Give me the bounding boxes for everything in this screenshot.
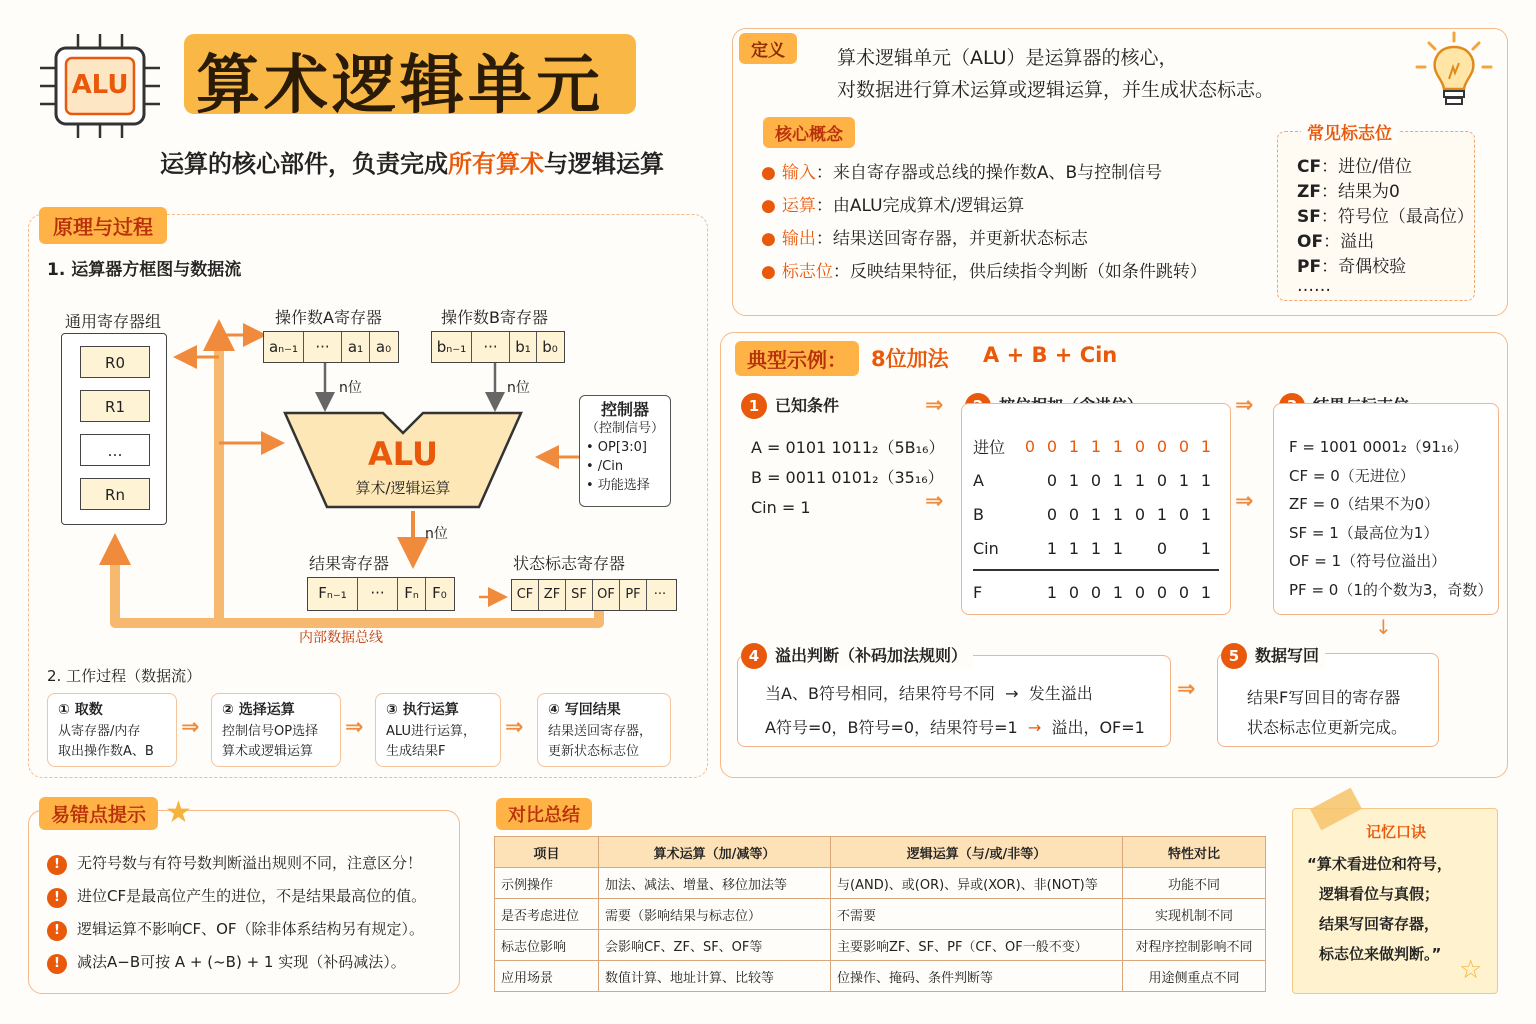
example-tag: 典型示例： xyxy=(735,341,859,376)
result-sf: SF = 1（最高位为1） xyxy=(1289,523,1439,542)
table-row: 是否考虑进位 需要（影响结果与标志位） 不需要 实现机制不同 xyxy=(495,899,1266,930)
opb-cell: ··· xyxy=(472,332,510,362)
step-arrow: ⇒ xyxy=(505,715,524,740)
subtitle-pre: 运算的核心部件，负责完成 xyxy=(160,150,448,178)
down-arrow: ↓ xyxy=(1375,615,1392,639)
result-register xyxy=(307,577,455,611)
operand-b-label: 操作数B寄存器 xyxy=(441,308,548,327)
star-icon: ☆ xyxy=(1459,955,1483,985)
result-f: F = 1001 0001₂（91₁₆） xyxy=(1289,438,1468,456)
chip-label: ALU xyxy=(71,70,129,100)
register-rn: Rn xyxy=(80,478,150,510)
writeback-line-2: 状态标志位更新完成。 xyxy=(1247,718,1408,737)
operand-b-width: n位 xyxy=(507,380,530,396)
workflow-step-1: ① 取数 从寄存器/内存 取出操作数A、B xyxy=(47,693,177,767)
opa-cell: ··· xyxy=(304,332,342,362)
principle-panel xyxy=(28,214,708,778)
star-icon: ★ xyxy=(165,795,192,830)
principle-tag: 原理与过程 xyxy=(39,207,167,244)
opa-cell: aₙ₋₁ xyxy=(264,332,304,362)
core-concept-list xyxy=(761,157,1207,289)
step-arrow: ⇒ xyxy=(345,715,364,740)
compare-header-row: 项目 算术运算（加/减等） 逻辑运算（与/或/非等） 特性对比 xyxy=(495,837,1266,868)
diagram-heading: 1. 运算器方框图与数据流 xyxy=(47,260,242,280)
register-file xyxy=(61,333,167,525)
a-row: A 0 1 0 1 1 0 1 1 xyxy=(973,470,1212,490)
bitwise-add-table xyxy=(973,429,1219,609)
table-row: 示例操作 加法、减法、增量、移位加法等 与(AND)、或(OR)、异或(XOR)、非(NOT)等 功能不同 xyxy=(495,868,1266,899)
example-title-2: A + B + Cin xyxy=(983,343,1118,367)
result-of: OF = 1（符号位溢出） xyxy=(1289,552,1447,570)
flag-cell: SF xyxy=(566,580,593,610)
operand-a-label: 操作数A寄存器 xyxy=(275,308,382,327)
register-file-label: 通用寄存器组 xyxy=(65,312,162,331)
page-title: 算术逻辑单元 xyxy=(196,49,604,123)
sum-divider xyxy=(973,569,1219,571)
operand-a-register xyxy=(263,331,399,363)
table-row: 应用场景 数值计算、地址计算、比较等 位操作、掩码、条件判断等 用途侧重点不同 xyxy=(495,961,1266,992)
result-register-label: 结果寄存器 xyxy=(309,554,390,573)
opa-cell: a₀ xyxy=(375,338,392,356)
definition-line-2: 对数据进行算术运算或逻辑运算，并生成状态标志。 xyxy=(837,79,1275,101)
lightbulb-icon xyxy=(1409,31,1499,115)
controller-item: • /Cin xyxy=(586,459,624,474)
flag-cell: ··· xyxy=(653,587,667,602)
warning-icon: ! xyxy=(47,855,67,875)
result-flags xyxy=(1289,433,1492,604)
warning-icon: ! xyxy=(47,954,67,974)
result-zf: ZF = 0（结果不为0） xyxy=(1289,495,1440,513)
alu-subtitle: 算术/逻辑运算 xyxy=(355,479,451,497)
flag-register xyxy=(511,579,677,611)
pitfalls-panel xyxy=(28,795,460,994)
table-row: 标志位影响 会影响CF、ZF、SF、OF等 主要影响ZF、SF、PF（CF、OF一般不变） 对程序控制影响不同 xyxy=(495,930,1266,961)
given-cin: Cin = 1 xyxy=(751,498,811,517)
warning-icon: ! xyxy=(47,888,67,908)
definition-tag: 定义 xyxy=(739,33,797,64)
flag-cell: PF xyxy=(620,580,647,610)
pitfall-item: ! 进位CF是最高位产生的进位，不是结果最高位的值。 xyxy=(47,880,426,913)
core-item-flag: ● 标志位：反映结果特征，供后续指令判断（如条件跳转） xyxy=(761,262,1207,282)
operand-b-register xyxy=(431,331,565,363)
flag-pf: PF：奇偶校验 xyxy=(1297,257,1407,277)
result-cell: F₀ xyxy=(432,584,447,602)
controller-subtitle: （控制信号） xyxy=(586,421,665,436)
register-r1: R1 xyxy=(80,390,150,422)
example-arrow: ⇒ xyxy=(1177,677,1196,702)
page-subtitle xyxy=(160,144,664,179)
opb-cell: b₀ xyxy=(542,338,558,356)
flag-zf: ZF：结果为0 xyxy=(1297,182,1400,202)
overflow-rule: 当A、B符号相同，结果符号不同 → 发生溢出 xyxy=(765,684,1093,703)
subtitle-highlight: 所有算术 xyxy=(448,150,544,178)
flag-cell: ZF xyxy=(539,580,566,610)
memo-tag: 记忆口诀 xyxy=(1365,823,1426,841)
register-ellipsis: … xyxy=(80,434,150,466)
example-step-5-heading: 5 数据写回 xyxy=(1221,643,1325,669)
example-panel xyxy=(720,332,1508,778)
definition-line-1: 算术逻辑单元（ALU）是运算器的核心， xyxy=(837,47,1178,69)
cin-row: Cin 1 1 1 1 0 1 xyxy=(973,538,1212,558)
result-pf: PF = 0（1的个数为3，奇数） xyxy=(1289,580,1493,599)
controller-item: • OP[3:0] xyxy=(586,440,647,455)
flag-register-label: 状态标志寄存器 xyxy=(513,554,626,573)
example-title-1: 8位加法 xyxy=(871,347,949,371)
example-step-1-heading: 1 已知条件 xyxy=(741,393,839,419)
warning-icon: ! xyxy=(47,921,67,941)
example-arrow: ⇒ xyxy=(925,393,944,418)
core-item-input: ● 输入：来自寄存器或总线的操作数A、B与控制信号 xyxy=(761,163,1163,183)
flags-list xyxy=(1297,155,1474,296)
operand-a-width: n位 xyxy=(339,380,362,396)
example-arrow: ⇒ xyxy=(1235,393,1254,418)
f-row: F 1 0 0 1 0 0 0 1 xyxy=(973,582,1212,602)
writeback-line-1: 结果F写回目的寄存器 xyxy=(1247,688,1401,707)
controller-title: 控制器 xyxy=(600,400,649,419)
internal-bus-label: 内部数据总线 xyxy=(299,630,383,646)
controller-box xyxy=(579,395,671,507)
compare-tag: 对比总结 xyxy=(496,798,592,830)
given-b: B = 0011 0101₂（35₁₆） xyxy=(751,468,944,487)
example-step-4-heading: 4 溢出判断（补码加法规则） xyxy=(741,643,973,669)
example-arrow: ⇒ xyxy=(1235,489,1254,514)
workflow-step-4: ④ 写回结果 结果送回寄存器， 更新状态标志位 xyxy=(537,693,671,767)
workflow-heading: 2. 工作过程（数据流） xyxy=(47,667,202,685)
pitfall-item: ! 逻辑运算不影响CF、OF（除非体系结构另有规定）。 xyxy=(47,913,426,946)
core-item-output: ● 输出：结果送回寄存器，并更新状态标志 xyxy=(761,229,1088,249)
flag-of: OF：溢出 xyxy=(1297,232,1375,252)
alu-output-width: n位 xyxy=(425,526,448,542)
result-cell: ··· xyxy=(358,578,398,610)
step-arrow: ⇒ xyxy=(181,715,200,740)
carry-row: 进位 0 0 1 1 1 0 0 0 1 xyxy=(973,436,1212,457)
example-given xyxy=(751,433,944,523)
controller-item: • 功能选择 xyxy=(586,478,650,493)
b-row: B 0 0 1 1 0 1 0 1 xyxy=(973,504,1212,524)
given-a: A = 0101 1011₂（5B₁₆） xyxy=(751,438,945,457)
chip-icon xyxy=(38,32,162,140)
workflow-step-3: ③ 执行运算 ALU进行运算， 生成结果F xyxy=(375,693,501,767)
flag-cell: OF xyxy=(593,580,620,610)
flags-more: …… xyxy=(1297,276,1331,296)
flags-tag: 常见标志位 xyxy=(1301,119,1398,144)
example-arrow: ⇒ xyxy=(925,489,944,514)
workflow-step-2: ② 选择运算 控制信号OP选择 算术或逻辑运算 xyxy=(211,693,341,767)
flag-cf: CF：进位/借位 xyxy=(1297,157,1412,177)
flag-sf: SF：符号位（最高位） xyxy=(1297,207,1474,227)
definition-panel xyxy=(732,28,1508,316)
pitfalls-tag: 易错点提示 xyxy=(39,797,158,830)
result-cell: Fₙ₋₁ xyxy=(308,578,358,610)
opb-cell: bₙ₋₁ xyxy=(432,332,472,362)
register-r0: R0 xyxy=(80,346,150,378)
pitfall-list xyxy=(47,847,426,979)
pitfall-item: ! 减法A−B可按 A + (~B) + 1 实现（补码减法）。 xyxy=(47,946,426,979)
memo-note xyxy=(1292,808,1498,994)
subtitle-post: 与逻辑运算 xyxy=(544,150,664,178)
core-item-op: ● 运算：由ALU完成算术/逻辑运算 xyxy=(761,196,1025,216)
alu-title: ALU xyxy=(368,435,438,473)
overflow-case: A符号=0，B符号=0，结果符号=1 → 溢出，OF=1 xyxy=(765,718,1145,737)
result-cf: CF = 0（无进位） xyxy=(1289,466,1415,485)
result-cell: Fₙ xyxy=(398,578,426,610)
opb-cell: b₁ xyxy=(510,332,537,362)
compare-table xyxy=(494,836,1266,992)
flag-cell: CF xyxy=(512,580,539,610)
core-concept-tag: 核心概念 xyxy=(763,117,855,148)
pitfall-item: ! 无符号数与有符号数判断溢出规则不同，注意区分！ xyxy=(47,847,426,880)
opa-cell: a₁ xyxy=(342,332,370,362)
memo-text: “算术看进位和符号， 逻辑看位与真假； 结果写回寄存器， 标志位来做判断。” xyxy=(1307,855,1452,963)
